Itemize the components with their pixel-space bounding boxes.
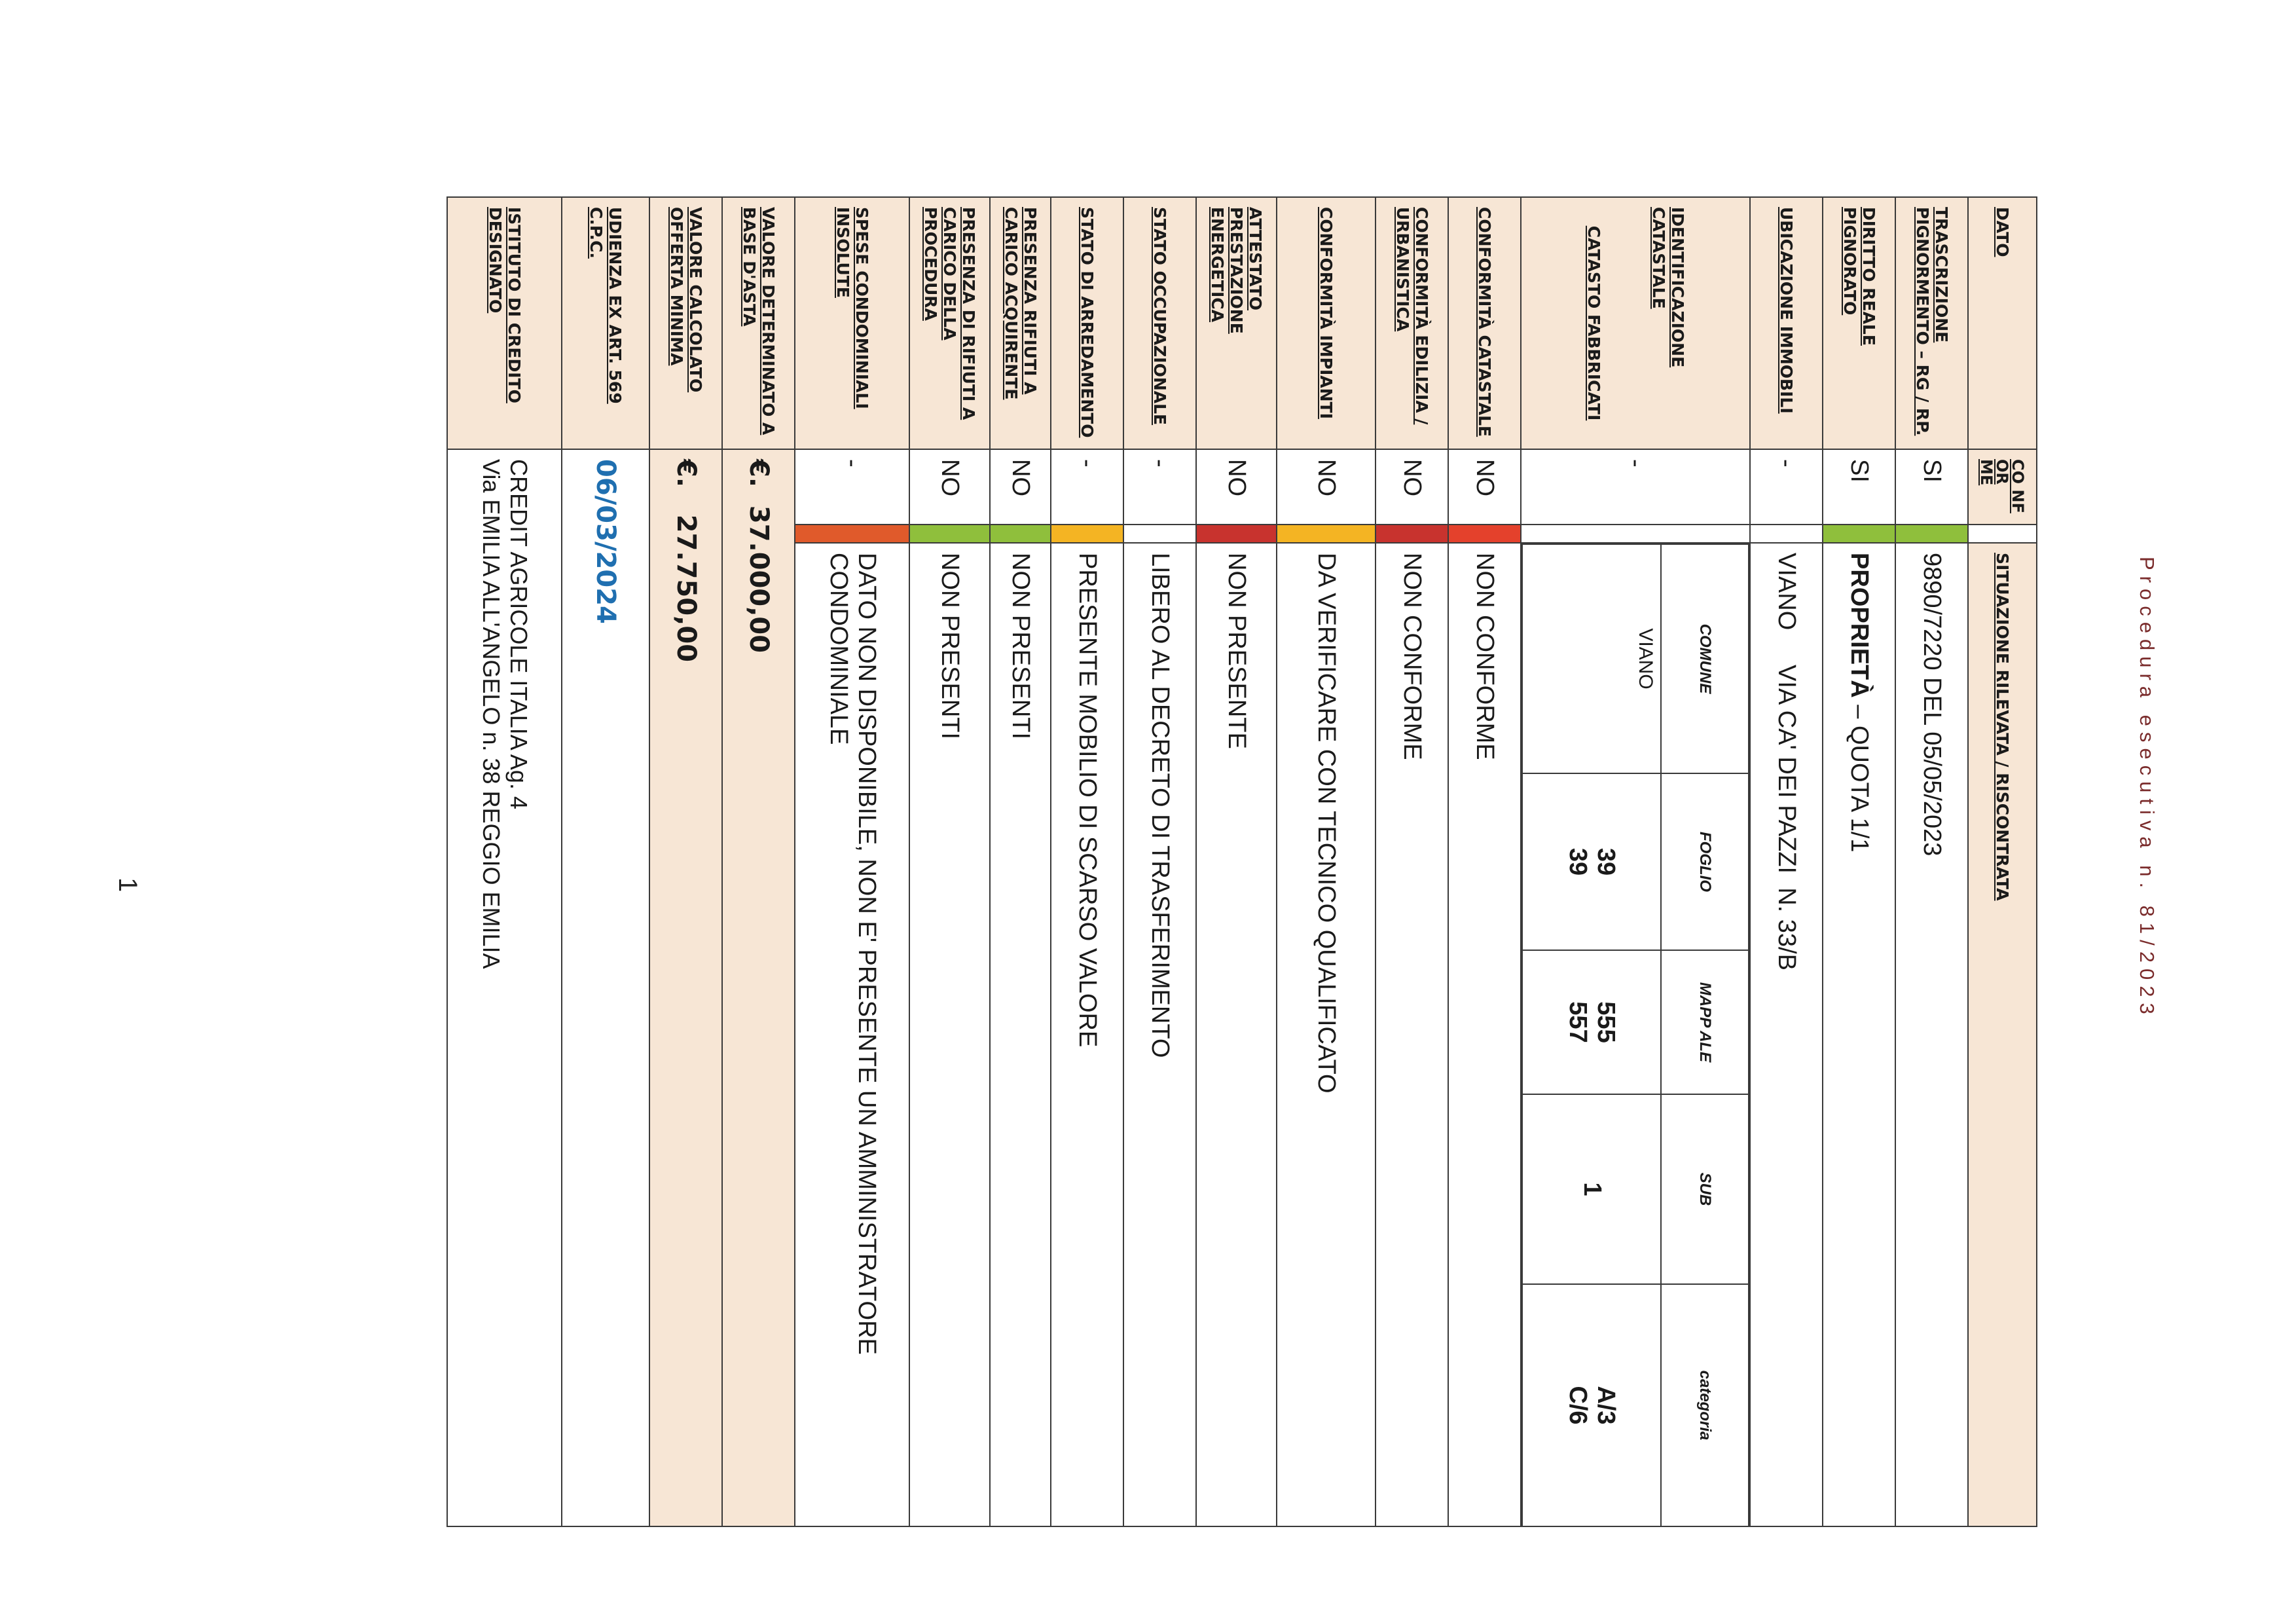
header-conforme: CO NF OR ME bbox=[1968, 449, 2037, 525]
conforme-cell: NO bbox=[1376, 449, 1448, 525]
diritto-quota: – QUOTA 1/1 bbox=[1846, 697, 1874, 853]
situazione-cell: NON CONFORME bbox=[1376, 543, 1448, 1526]
conforme-cell: SI bbox=[1823, 449, 1895, 525]
catasto-sub-value: 1 bbox=[1578, 1182, 1606, 1196]
row-label bbox=[1521, 197, 1750, 449]
row-sublabel: CATASTO FABBRICATI bbox=[1584, 225, 1603, 421]
row-label bbox=[1895, 197, 1968, 449]
catasto-header-cell: SUB bbox=[1661, 1094, 1749, 1284]
udienza-row bbox=[562, 197, 649, 1526]
udienza-label: UDIENZA EX ART. 569 C.P.C. bbox=[562, 197, 649, 449]
row-label bbox=[1376, 197, 1448, 449]
offerta_minima-row bbox=[649, 197, 722, 1526]
situazione-cell bbox=[1823, 543, 1895, 1526]
row-label-text: CONFORMITÀ IMPIANTI bbox=[1316, 207, 1336, 419]
row-label-text: ATTESTATO PRESTAZIONE ENERGETICA bbox=[1207, 207, 1265, 334]
catasto-foglio bbox=[1522, 773, 1661, 950]
row-label bbox=[1750, 197, 1823, 449]
catasto-foglio-value: 39 bbox=[1592, 847, 1620, 876]
catasto-categoria-value: A/3 bbox=[1592, 1386, 1620, 1425]
valore_base-value: €. 37.000,00 bbox=[743, 459, 774, 654]
valore_base-value-cell bbox=[722, 449, 795, 1526]
situazione-cell: PRESENTE MOBILIO DI SCARSO VALORE bbox=[1051, 543, 1123, 1526]
catasto-header-cell: categoria bbox=[1661, 1284, 1749, 1526]
situazione-cell: DATO NON DISPONIBILE, NON E' PRESENTE UN AMMINISTRATORE CONDOMINIALE bbox=[795, 543, 909, 1526]
row-label-text: TRASCRIZIONE PIGNORMENTO – RG / RP. bbox=[1912, 207, 1951, 436]
situazione-cell: NON PRESENTI bbox=[909, 543, 990, 1526]
conforme-cell: NO bbox=[990, 449, 1051, 525]
table-row bbox=[1051, 197, 1123, 1526]
conforme-cell: - bbox=[795, 449, 909, 525]
row-label-text: IDENTIFICAZIONE CATASTALE bbox=[1649, 207, 1687, 368]
row-label bbox=[1196, 197, 1277, 449]
row-label bbox=[1123, 197, 1196, 449]
udienza-value: 06/03/2024 bbox=[591, 459, 621, 624]
summary-table bbox=[446, 196, 2037, 1527]
row-label-text: CONFORMITÀ EDILIZIA / URBANISTICA bbox=[1393, 207, 1431, 425]
istituto-name: CREDIT AGRICOLE ITALIA Ag. 4 bbox=[505, 459, 532, 809]
table-row bbox=[909, 197, 990, 1526]
status-color-bar bbox=[1823, 525, 1895, 543]
istituto-label: ISTITUTO DI CREDITO DESIGNATO bbox=[447, 197, 562, 449]
istituto-address: Via EMILIA ALL'ANGELO n. 38 REGGIO EMILIA bbox=[477, 459, 505, 969]
header-dato: DATO bbox=[1968, 197, 2037, 449]
status-color-bar bbox=[1750, 525, 1823, 543]
offerta_minima-label: VALORE CALCOLATO OFFERTA MINIMA bbox=[649, 197, 722, 449]
istituto-value-cell bbox=[447, 449, 562, 1526]
conforme-cell: - bbox=[1051, 449, 1123, 525]
row-label-text: DIRITTO REALE PIGNORATO bbox=[1840, 207, 1878, 346]
row-label-text: PRESENZA RIFIUTI A CARICO ACQUIRENTE bbox=[1001, 207, 1040, 400]
row-label-text: STATO DI ARREDAMENTO bbox=[1078, 207, 1097, 438]
row-label bbox=[909, 197, 990, 449]
conforme-cell: - bbox=[1123, 449, 1196, 525]
conforme-cell: - bbox=[1750, 449, 1823, 525]
catasto-header-row bbox=[1661, 544, 1749, 1526]
situazione-cell: LIBERO AL DECRETO DI TRASFERIMENTO bbox=[1123, 543, 1196, 1526]
row-label bbox=[990, 197, 1051, 449]
status-color-bar bbox=[795, 525, 909, 543]
catasto-foglio-value: 39 bbox=[1564, 847, 1592, 876]
page-number: 1 bbox=[113, 877, 142, 893]
table-row bbox=[1277, 197, 1376, 1526]
situazione-cell bbox=[1521, 543, 1750, 1526]
catasto-categoria bbox=[1522, 1284, 1661, 1526]
status-color-bar bbox=[1448, 525, 1521, 543]
row-label bbox=[1448, 197, 1521, 449]
catasto-mappale bbox=[1522, 950, 1661, 1094]
conforme-cell: - bbox=[1521, 449, 1750, 525]
catasto-mappale-value: 557 bbox=[1564, 1001, 1592, 1043]
conforme-cell: NO bbox=[1448, 449, 1521, 525]
conforme-cell: SI bbox=[1895, 449, 1968, 525]
row-label-text: UBICAZIONE IMMOBILI bbox=[1777, 207, 1796, 414]
conforme-cell: NO bbox=[1196, 449, 1277, 525]
status-color-bar bbox=[1895, 525, 1968, 543]
catasto-header-cell: COMUNE bbox=[1661, 544, 1749, 773]
diritto-bold: PROPRIETÀ bbox=[1846, 553, 1874, 698]
offerta_minima-value-cell bbox=[649, 449, 722, 1526]
procedure-header: Procedura esecutiva n. 81/2023 bbox=[2136, 557, 2159, 1020]
row-label bbox=[1823, 197, 1895, 449]
catasto-header-cell: FOGLIO bbox=[1661, 773, 1749, 950]
table-row bbox=[1123, 197, 1196, 1526]
table-row bbox=[1895, 197, 1968, 1526]
row-label bbox=[795, 197, 909, 449]
valore_base-row bbox=[722, 197, 795, 1526]
situazione-cell: DA VERIFICARE CON TECNICO QUALIFICATO bbox=[1277, 543, 1376, 1526]
catasto-header-cell: MAPP ALE bbox=[1661, 950, 1749, 1094]
offerta_minima-value: €. 27.750,00 bbox=[670, 459, 701, 663]
udienza-value-cell bbox=[562, 449, 649, 1526]
table-header-row bbox=[1968, 197, 2037, 1526]
row-label-text: PRESENZA DI RIFIUTI A CARICO DELLA PROCEDURA bbox=[921, 207, 979, 420]
status-color-bar bbox=[1277, 525, 1376, 543]
valore_base-label: VALORE DETERMINATO A BASE D'ASTA bbox=[722, 197, 795, 449]
row-label bbox=[1051, 197, 1123, 449]
table-row bbox=[1823, 197, 1895, 1526]
catasto-categoria-value: C/6 bbox=[1564, 1386, 1592, 1425]
row-label-text: STATO OCCUPAZIONALE bbox=[1150, 207, 1170, 426]
istituto-row bbox=[447, 197, 562, 1526]
table-row bbox=[1448, 197, 1521, 1526]
status-color-bar bbox=[1521, 525, 1750, 543]
table-row bbox=[795, 197, 909, 1526]
situazione-cell: NON PRESENTI bbox=[990, 543, 1051, 1526]
table-row bbox=[1196, 197, 1277, 1526]
table-row bbox=[1750, 197, 1823, 1526]
status-color-bar bbox=[1376, 525, 1448, 543]
status-color-bar bbox=[1123, 525, 1196, 543]
table-row bbox=[1521, 197, 1750, 1526]
table-row bbox=[1376, 197, 1448, 1526]
conforme-cell: NO bbox=[909, 449, 990, 525]
status-color-bar bbox=[1051, 525, 1123, 543]
situazione-cell: VIANO VIA CA' DEI PAZZI N. 33/B bbox=[1750, 543, 1823, 1526]
situazione-cell: NON PRESENTE bbox=[1196, 543, 1277, 1526]
table-row bbox=[990, 197, 1051, 1526]
conforme-cell: NO bbox=[1277, 449, 1376, 525]
row-label-text: CONFORMITÀ CATASTALE bbox=[1475, 207, 1495, 437]
catasto-row bbox=[1522, 544, 1661, 1526]
status-color-bar bbox=[909, 525, 990, 543]
situazione-cell: 9890/7220 DEL 05/05/2023 bbox=[1895, 543, 1968, 1526]
row-label bbox=[1277, 197, 1376, 449]
header-bar bbox=[1968, 525, 2037, 543]
row-label-text: SPESE CONDOMINIALI INSOLUTE bbox=[833, 207, 871, 409]
status-color-bar bbox=[990, 525, 1051, 543]
status-color-bar bbox=[1196, 525, 1277, 543]
header-situazione: SITUAZIONE RILEVATA / RISCONTRATA bbox=[1968, 543, 2037, 1526]
catasto-sub bbox=[1522, 1094, 1661, 1284]
catasto-mappale-value: 555 bbox=[1592, 1001, 1620, 1043]
catasto-table bbox=[1522, 544, 1749, 1527]
situazione-cell: NON CONFORME bbox=[1448, 543, 1521, 1526]
catasto-comune: VIANO bbox=[1522, 544, 1661, 773]
